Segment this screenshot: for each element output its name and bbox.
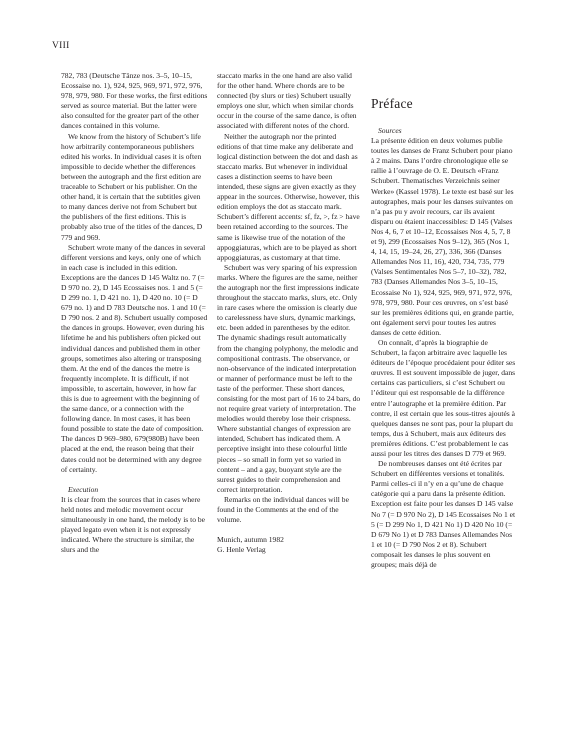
column-french (371, 96, 516, 570)
section-title-preface: Préface (371, 96, 413, 111)
column-english-1 (61, 71, 208, 556)
paragraph: De nombreuses danses ont été écrites par Schubert en différentes versions et tonalités. Parmi celles-ci il n’y en a qu’une de chaque catégorie qui a paru dans la présente édition. Exception est faite pour les danses D 145 valse No 7 (= D 970 No 2), D 145 Ecossaises No 1 et 5 (= D 299 No 1, D 421 No 1) D 420 No 10 (= D 679 No 1) et D 783 Danses Allemandes Nos 1 et 10 (= D 790 Nos 2 et 8). Schubert composait les danses le plus souvent en groupes; mais déjà de (371, 459, 516, 570)
paragraph: It is clear from the sources that in cases where held notes and melodic movement occur simultaneously in one hand, the melody is to be played legato even when it is not expressly indicated. Where the structure is similar, the slurs and the (61, 494, 205, 555)
section-heading-sources: Sources (378, 126, 402, 135)
page-number: VIII (52, 41, 70, 51)
paragraph: Schubert wrote many of the dances in several different versions and keys, only one of which in each case is included in this edition. Exceptions are the dances D 145 Waltz no. 7 (= D 970 no. 2), D 145 Ecossaises nos. 1 and 5 (= D 299 no. 1, D 421 no. 1), D 420 no. 10 (= D 679 no. 1) and D 783 Deutsche nos. 1 and 10 (= D 790 nos. 2 and 8). Schubert usually composed the dances in groups. However, even during his lifetime he and his publishers often picked out individual dances and published them in other groups, sometimes also altering or transposing them. At the end of the dances the metre is frequently incomplete. It is difficult, if not impossible, to ascertain, however, in how far this is due to agreement with the beginning of the same dance, or a connection with the following dance. In most cases, it has been found possible to state the date of composition. The dances D 969–980, 679(980B) have been placed at the end, the reason being that their dates could not be determined with any degree of certainty. (61, 242, 208, 474)
signature-place-date: Munich, autumn 1982 (217, 535, 284, 545)
paragraph: Schubert was very sparing of his expression marks. Where the figures are the same, neither the autograph nor the first impressions indicate throughout the staccato marks, slurs, etc. Only in rare cases where the omission is clearly due to carelessness have slurs, dynamic markings, etc. been added in parentheses by the editor. The dynamic shadings result automatically from the changing polyphony, the melodic and compositional contrasts. The observance, or non-observance of the indicated interpretation or manner of performance must be left to the taste of the performer. These short dances, consisting for the most part of 16 to 24 bars, do not require great variety of interpretation. The melodies would thereby lose their crispness. Where substantial changes of expression are intended, Schubert has indicated them. A perceptive insight into these colourful little pieces – so small in form yet so varied in content – and a gay, buoyant style are the surest guides to their comprehension and correct interpretation. (217, 262, 361, 494)
paragraph: We know from the history of Schubert’s life how arbitrarily contemporaneous publishers edited his works. In individual cases it is often impossible to decide whether the differences between the autograph and the first edition are traceable to Schubert or his publisher. On the other hand, it is certain that the subtitles given to many dances derive not from Schubert but the publishers of the first editions. This is probably also true of the titles of the dances, D 779 and 969. (61, 131, 203, 242)
column-english-2 (217, 71, 361, 556)
paragraph: Remarks on the individual dances will be found in the Comments at the end of the volume. (217, 494, 349, 525)
section-heading-execution: Execution (68, 484, 99, 494)
paragraph: staccato marks in the one hand are also valid for the other hand. Where chords are to be connected (by slurs or ties) Schubert usually employs one slur, which when similar chords occur in the course of the same dance, is often associated with different notes of the chord. (217, 71, 357, 131)
signature-publisher: G. Henle Verlag (217, 545, 266, 555)
paragraph: La présente édition en deux volumes publie toutes les danses de Franz Schubert pour piano à 2 mains. Dans l’ordre chronologique elle se rallie à l’ouvrage de O. E. Deutsch «Franz Schubert. Thematisches Verzeichnis seiner Werke» (Kassel 1978). Le texte est basé sur les autographes, mais pour les danses suivantes on n’a pas pu y avoir recours, car ils avaient disparu ou étaient inaccessibles: D 145 (Valses Nos 4, 6, 7 et 10–12, Ecossaises Nos 4, 5, 7, 8 et 9), 299 (Ecossaises Nos 9–12), 365 (Nos 1, 4, 14, 15, 19–24, 26, 27), 336, 366 (Danses Allemandes Nos 11, 16), 420, 734, 735, 779 (Valses Sentimentales Nos 5–7, 10–32), 782, 783 (Danses Allemandes Nos 3–5, 10–15, Ecossaise No 1), 924, 925, 969, 971, 972, 976, 978, 979, 980. Pour ces œuvres, on s’est basé sur les premières éditions qui, en grande partie, ont également servi pour toutes les autres danses de cette édition. (371, 136, 514, 337)
paragraph: On connaît, d’après la biographie de Schubert, la façon arbitraire avec laquelle les éditeurs de l’époque procédaient pour éditer ses œuvres. Il est souvent impossible de juger, dans certains cas particuliers, si c’est Schubert ou l’éditeur qui est responsable de la différence entre l’autographe et la première édition. Par contre, il est certain que les sous-titres ajoutés à quelques danses ne sont pas, pour la plupart du temps, dus à Schubert, mais aux éditeurs des premières éditions. C’est probablement le cas aussi pour les titres des danses D 779 et 969. (371, 337, 516, 458)
paragraph: Neither the autograph nor the printed editions of that time make any deliberate and logical distinction between the dot and dash as staccato marks. But whenever in individual cases a distinction seems to have been intended, these signs are given exactly as they appear in the sources. Otherwise, however, this edition employs the dot as staccato mark. Schubert’s different accents: sf, fz, >, fz > have been retained according to the sources. The same is likewise true of the notation of the appoggiaturas, which are to be played as short appoggiaturas, as customary at that time. (217, 131, 360, 262)
paragraph: 782, 783 (Deutsche Tänze nos. 3–5, 10–15, Ecossaise no. 1), 924, 925, 969, 971, 972, 976, 978, 979, 980. For these works, the first editions served as source material. But the latter were also consulted for the greater part of the other dances contained in this volume. (61, 71, 208, 131)
